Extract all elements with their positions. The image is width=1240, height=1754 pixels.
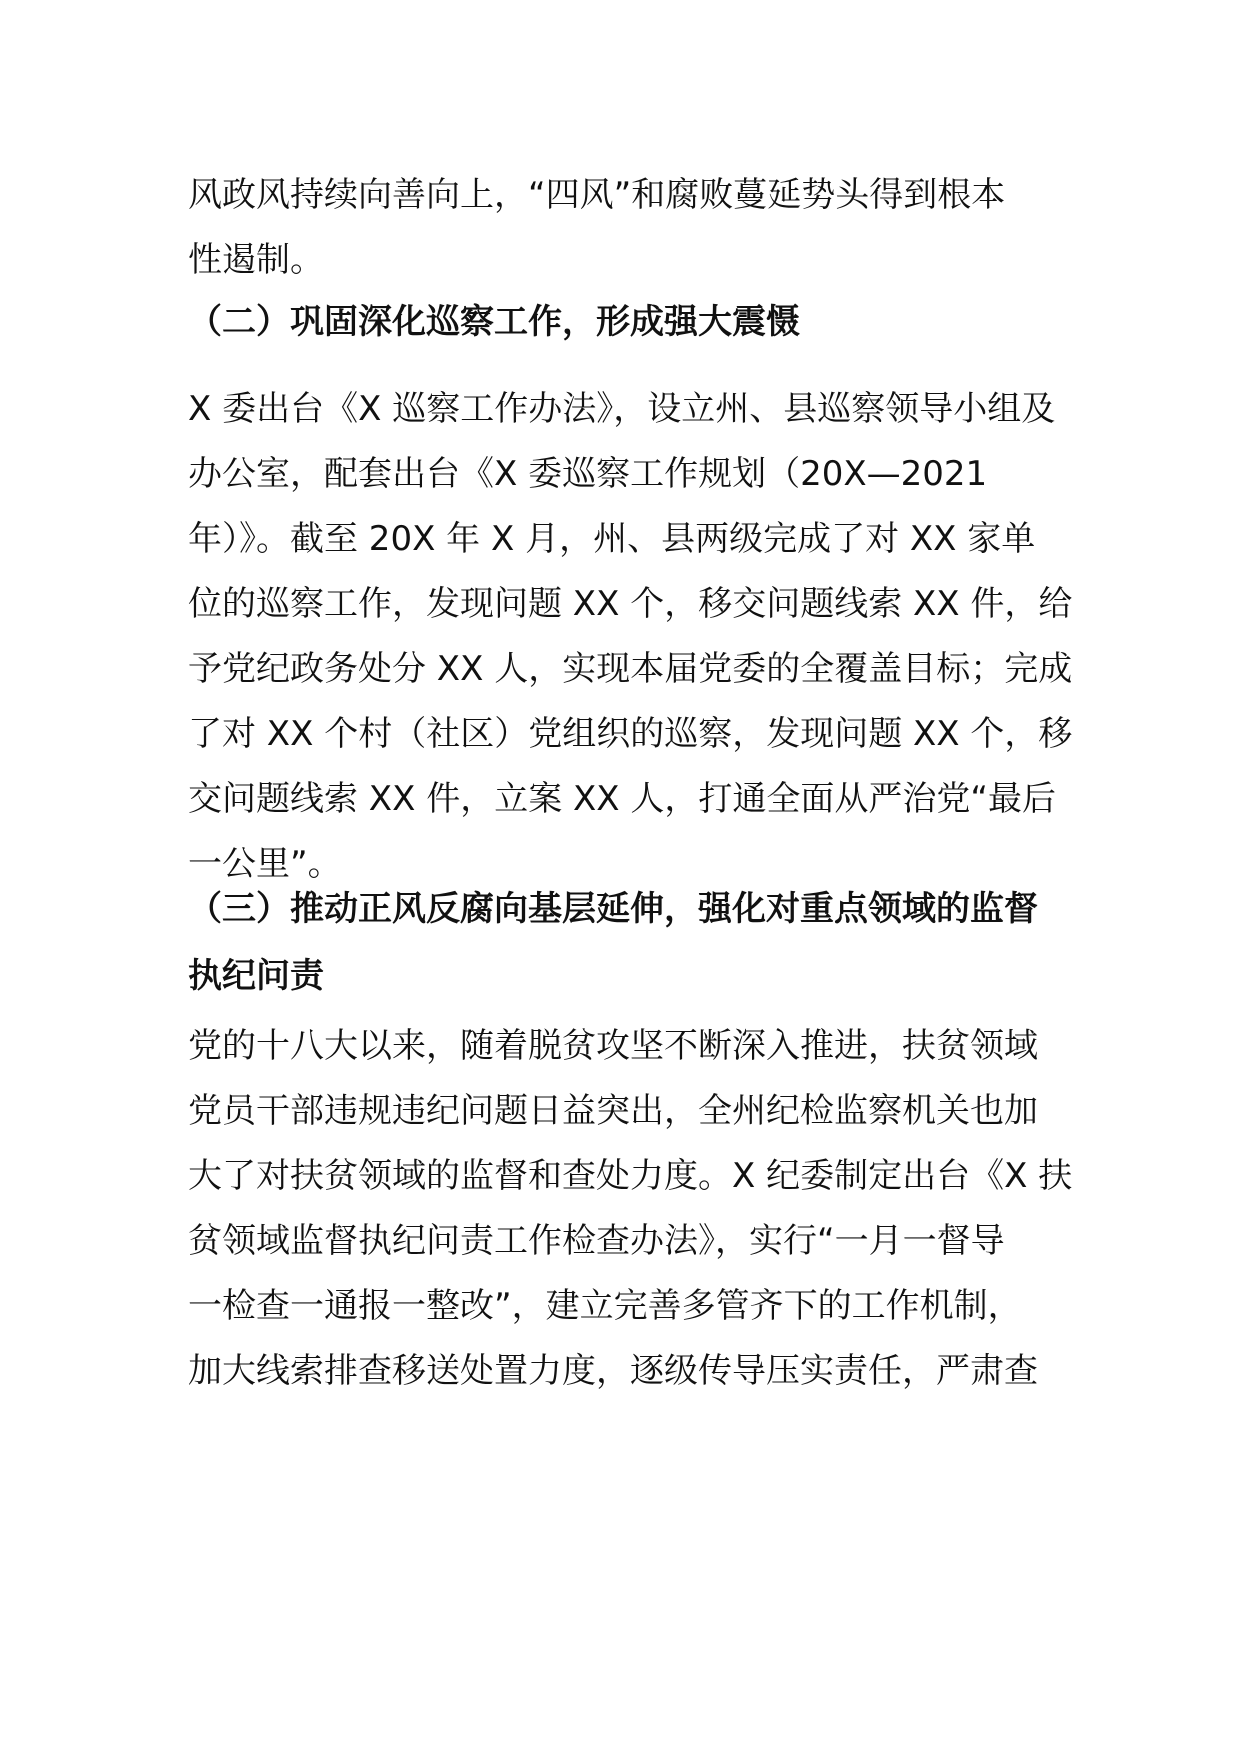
- text-line: 加大线索排查移送处置力度，逐级传导压实责任，严肃查: [188, 1351, 1038, 1391]
- text-line: 性遏制。: [188, 240, 324, 280]
- text-line: 大了对扶贫领域的监督和查处力度。X 纪委制定出台《X 扶: [188, 1156, 1073, 1196]
- text-line: 了对 XX 个村（社区）党组织的巡察，发现问题 XX 个，移: [188, 714, 1073, 754]
- heading-line: 执纪问责: [188, 956, 324, 996]
- text-line: 党员干部违规违纪问题日益突出，全州纪检监察机关也加: [188, 1091, 1038, 1131]
- heading-line: （二）巩固深化巡察工作，形成强大震慑: [188, 302, 800, 342]
- paragraph-intro: [188, 163, 1068, 293]
- text-line: 年）》。截至 20X 年 X 月，州、县两级完成了对 XX 家单: [188, 519, 1036, 559]
- text-line: 风政风持续向善向上，“四风”和腐败蔓延势头得到根本: [188, 175, 1006, 215]
- paragraph-2: [188, 377, 1073, 897]
- text-line: 一公里”。: [188, 844, 342, 884]
- text-line: 贫领域监督执纪问责工作检查办法》，实行“一月一督导: [188, 1221, 1005, 1261]
- paragraph-3: [188, 1014, 1073, 1404]
- section-heading-2: [188, 289, 1068, 356]
- text-line: 交问题线索 XX 件，立案 XX 人，打通全面从严治党“最后: [188, 779, 1057, 819]
- text-line: X 委出台《X 巡察工作办法》，设立州、县巡察领导小组及: [188, 389, 1056, 429]
- text-line: 位的巡察工作，发现问题 XX 个，移交问题线索 XX 件，给: [188, 584, 1073, 624]
- text-line: 办公室，配套出台《X 委巡察工作规划（20X—2021: [188, 454, 988, 494]
- text-line: 一检查一通报一整改”，建立完善多管齐下的工作机制，: [188, 1286, 1022, 1326]
- section-heading-3: [188, 876, 1068, 1010]
- heading-line: （三）推动正风反腐向基层延伸，强化对重点领域的监督: [188, 889, 1038, 929]
- text-line: 予党纪政务处分 XX 人，实现本届党委的全覆盖目标；完成: [188, 649, 1073, 689]
- text-line: 党的十八大以来，随着脱贫攻坚不断深入推进，扶贫领域: [188, 1026, 1038, 1066]
